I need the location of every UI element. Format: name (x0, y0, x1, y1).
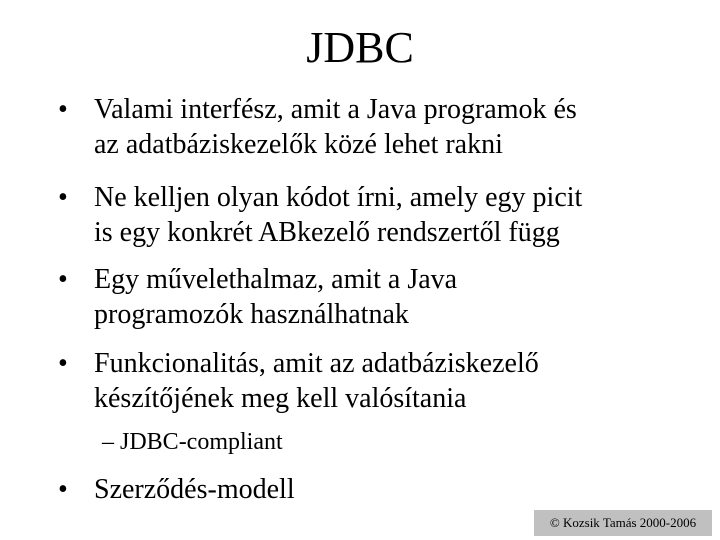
bullet-line: programozók használhatnak (94, 299, 409, 330)
bullet-marker: • (58, 474, 68, 505)
bullet-line: Egy művelethalmaz, amit a Java (94, 264, 458, 295)
bullet-text (94, 346, 704, 416)
copyright-footer: © Kozsik Tamás 2000-2006 (534, 510, 712, 536)
bullet-marker: • (58, 264, 68, 295)
bullet-line: az adatbáziskezelők közé lehet rakni (94, 129, 503, 160)
bullet-marker: • (58, 348, 68, 379)
sub-bullet-item: – JDBC-compliant (102, 429, 283, 455)
bullet-text (94, 180, 704, 250)
bullet-line: Ne kelljen olyan kódot írni, amely egy picit (94, 182, 583, 213)
bullet-line: is egy konkrét ABkezelő rendszertől függ (94, 217, 560, 248)
bullet-text (94, 262, 704, 332)
bullet-line: Szerződés-modell (94, 474, 295, 505)
bullet-text (94, 92, 704, 162)
bullet-line: Valami interfész, amit a Java programok és (94, 94, 577, 125)
bullet-line: Funkcionalitás, amit az adatbáziskezelő (94, 348, 539, 379)
slide-title: JDBC (306, 23, 414, 72)
bullet-marker: • (58, 94, 68, 125)
bullet-line: készítőjének meg kell valósítania (94, 383, 467, 414)
bullet-text (94, 472, 704, 507)
bullet-marker: • (58, 182, 68, 213)
